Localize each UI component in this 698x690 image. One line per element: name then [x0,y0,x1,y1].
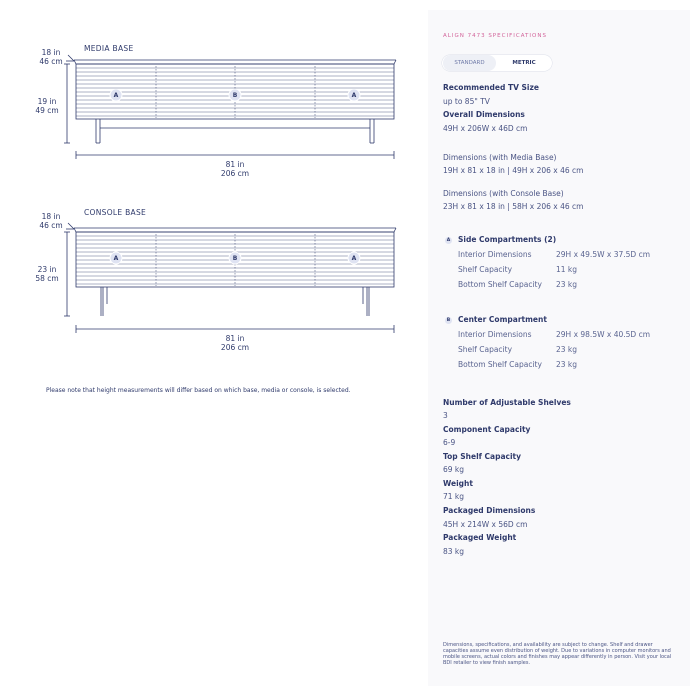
tv-size-value: up to 85" TV [443,97,490,106]
console-dimensions-value: 23H x 81 x 18 in | 58H x 206 x 46 cm [443,202,584,211]
media-dimensions-label: Dimensions (with Media Base) [443,153,557,162]
console-width-cm: 206 cm [220,343,250,352]
media-marker-a-right: A [351,92,357,99]
packaged-dimensions-value: 45H x 214W x 56D cm [443,520,528,529]
center-bottom-label: Bottom Shelf Capacity [458,360,542,369]
side-bottom-value: 23 kg [556,280,578,289]
media-marker-b: B [232,92,238,99]
console-depth-in: 18 in [41,212,61,221]
media-height-in: 19 in [37,97,57,106]
specifications-title: ALIGN 7473 SPECIFICATIONS [443,33,547,39]
weight-label: Weight [443,479,473,488]
center-bottom-value: 23 kg [556,360,578,369]
console-height-cm: 58 cm [35,274,59,283]
console-width-in: 81 in [225,334,245,343]
shelves-value: 3 [443,411,448,420]
media-depth-label [34,48,68,66]
media-base-title: MEDIA BASE [84,44,134,53]
toggle-metric-button[interactable]: METRIC [512,60,536,66]
side-shelf-value: 11 kg [556,265,578,274]
weight-value: 71 kg [443,492,465,501]
disclaimer: Dimensions, specifications, and availability are subject to change. Shelf and drawer capacities assume even distribution of weight. Due to variations in computer monitors and mobile screens, actual colors and finishes may appear differently in person. Visit your local BDI retailer to view finish samples. [443,642,672,666]
specifications-panel [428,10,690,686]
media-marker-a-left: A [113,92,119,99]
side-bottom-label: Bottom Shelf Capacity [458,280,542,289]
media-depth-in: 18 in [41,48,61,57]
overall-dimensions-label: Overall Dimensions [443,110,525,119]
console-marker-b: B [232,255,238,262]
component-capacity-label: Component Capacity [443,425,531,434]
console-marker-a-right: A [351,255,357,262]
console-height-label [30,265,64,283]
unit-toggle [442,55,552,71]
packaged-dimensions-label: Packaged Dimensions [443,506,536,515]
console-marker-a-left: A [113,255,119,262]
shelves-label: Number of Adjustable Shelves [443,398,571,407]
tv-size-label: Recommended TV Size [443,83,539,92]
top-shelf-value: 69 kg [443,465,465,474]
console-dimensions-label: Dimensions (with Console Base) [443,189,564,198]
top-shelf-label: Top Shelf Capacity [443,452,522,461]
media-base-diagram [0,40,428,190]
side-compartment-title: Side Compartments (2) [458,235,557,244]
console-base-title: CONSOLE BASE [84,208,147,217]
overall-dimensions-value: 49H x 206W x 46D cm [443,124,528,133]
height-note: Please note that height measurements will differ based on which base, media or console, is selected. [46,387,351,394]
packaged-weight-value: 83 kg [443,547,465,556]
console-depth-label [34,212,68,230]
center-compartment-title: Center Compartment [458,315,547,324]
media-width-cm: 206 cm [220,169,250,178]
toggle-standard-button[interactable]: STANDARD [443,55,496,71]
media-width-in: 81 in [225,160,245,169]
media-depth-cm: 46 cm [39,57,63,66]
media-height-label [30,97,64,115]
media-height-cm: 49 cm [35,106,59,115]
packaged-weight-label: Packaged Weight [443,533,517,542]
console-base-diagram [0,206,428,356]
side-interior-label: Interior Dimensions [458,250,532,259]
console-height-in: 23 in [37,265,57,274]
side-compartment-badge: A [446,238,451,243]
center-interior-label: Interior Dimensions [458,330,532,339]
side-shelf-label: Shelf Capacity [458,265,513,274]
media-width-label [210,160,260,178]
center-shelf-label: Shelf Capacity [458,345,513,354]
component-capacity-value: 6-9 [443,438,456,447]
console-depth-cm: 46 cm [39,221,63,230]
media-dimensions-value: 19H x 81 x 18 in | 49H x 206 x 46 cm [443,166,584,175]
center-compartment-badge: B [446,318,451,323]
center-interior-value: 29H x 98.5W x 40.5D cm [556,330,650,339]
center-shelf-value: 23 kg [556,345,578,354]
side-interior-value: 29H x 49.5W x 37.5D cm [556,250,650,259]
console-width-label [210,334,260,352]
